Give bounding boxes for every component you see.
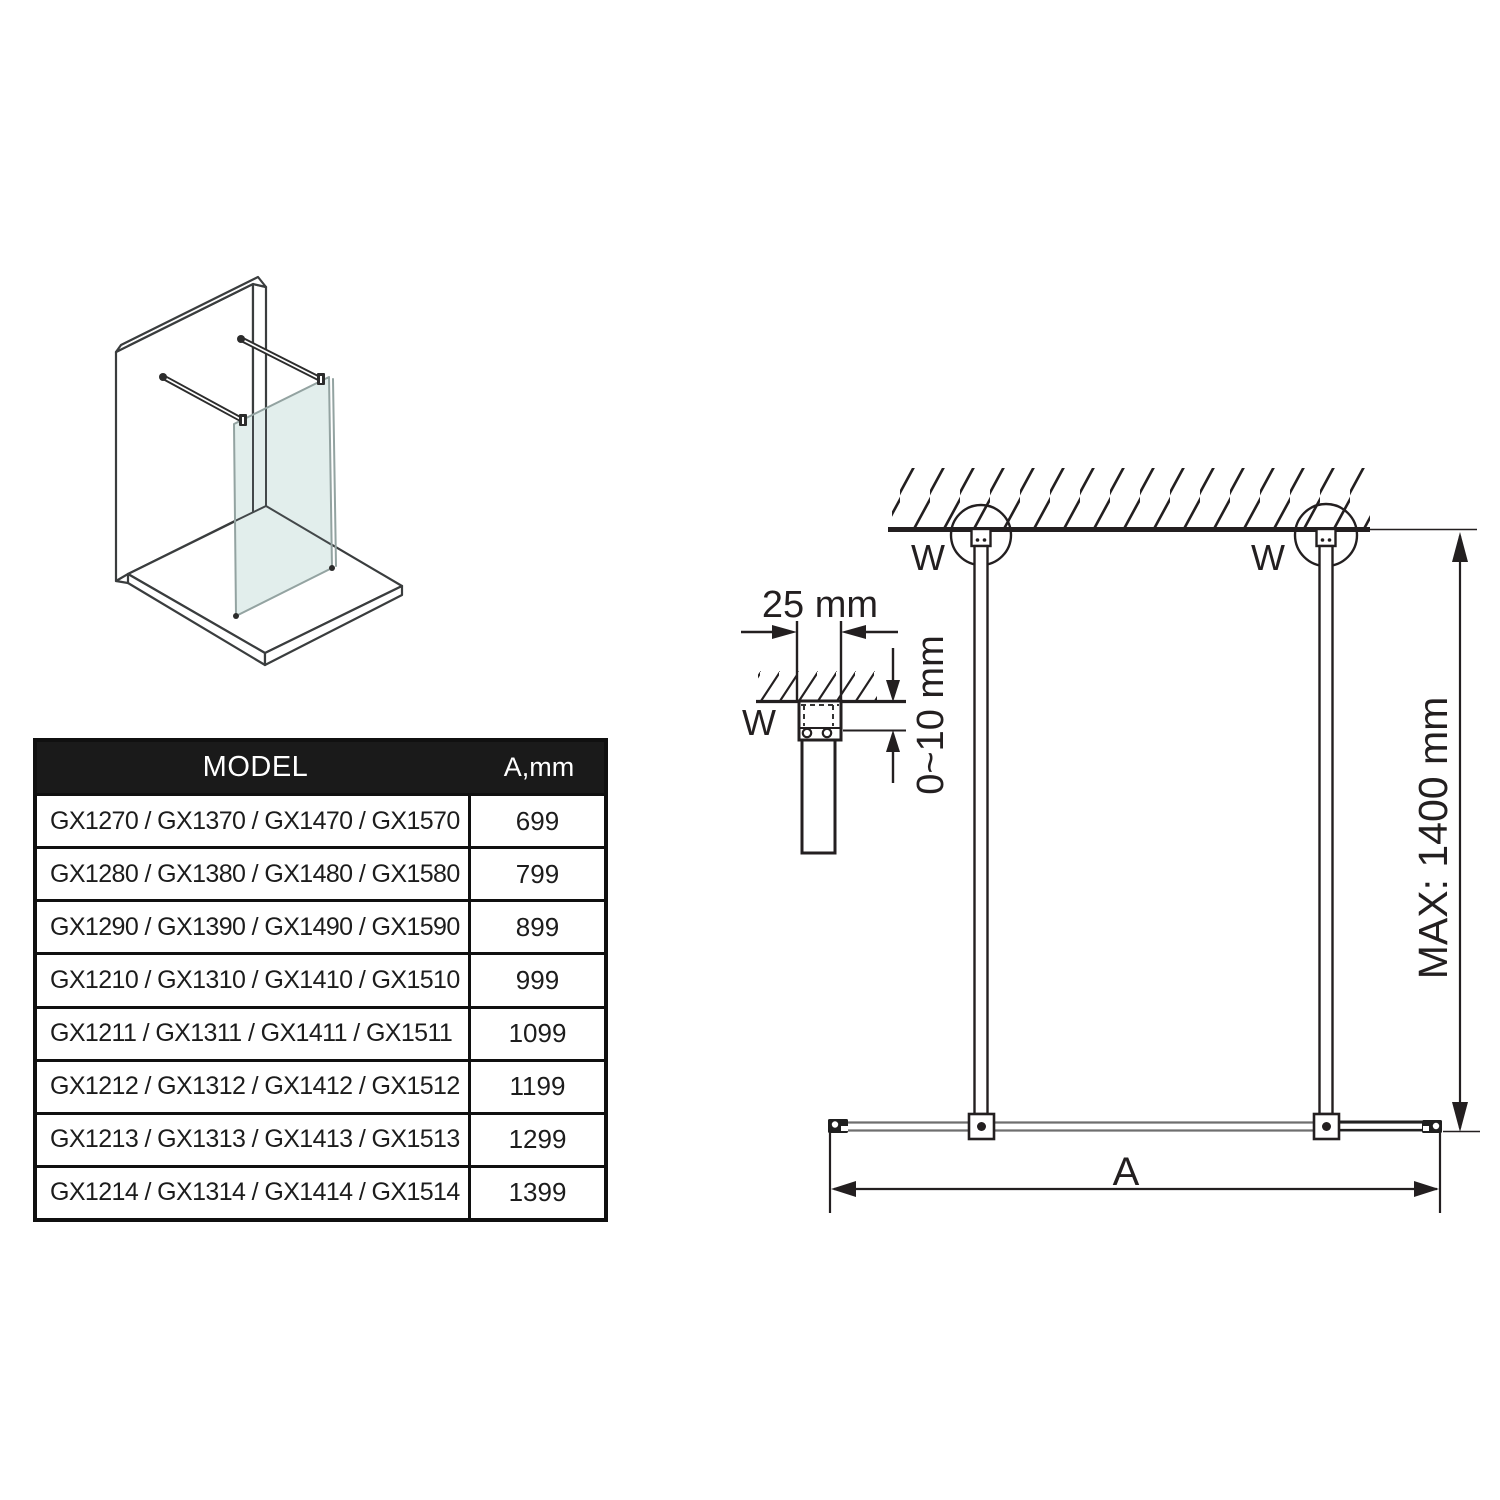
a-value-cell: 1399 — [508, 1177, 567, 1208]
dimension-max-label: MAX: 1400 mm — [1410, 696, 1456, 980]
a-value-cell: 799 — [515, 858, 560, 889]
model-cell: GX1212 / GX1312 / GX1412 / GX1512 — [37, 1062, 471, 1112]
detail-bracket — [799, 701, 841, 740]
model-cell: GX1213 / GX1313 / GX1413 / GX1513 — [37, 1115, 471, 1165]
wall-label-left: W — [911, 537, 945, 578]
detail-width-label: 25 mm — [761, 584, 879, 626]
wall-anchor-dot — [159, 373, 167, 381]
wall-label-right: W — [1251, 537, 1285, 578]
detail-wall-hatch — [758, 671, 877, 700]
a-value-cell: 1299 — [508, 1124, 567, 1155]
a-value-cell: 699 — [515, 805, 560, 836]
model-cell: GX1290 / GX1390 / GX1490 / GX1590 — [37, 902, 471, 952]
connector-left — [969, 1114, 994, 1139]
wall-bracket — [972, 529, 991, 546]
table-row — [37, 793, 604, 846]
glass-panel-plan — [828, 1114, 1442, 1139]
table-row — [37, 1006, 604, 1059]
left-support — [951, 505, 1011, 1114]
a-value-cell: 999 — [515, 964, 560, 995]
wall-bracket — [1317, 529, 1336, 546]
a-value-cell: 1199 — [509, 1071, 566, 1102]
detail-gap-label: 0~10 mm — [910, 635, 952, 795]
screw — [823, 729, 831, 737]
right-support — [1295, 504, 1357, 1114]
table-header-row — [37, 742, 604, 793]
table-row — [37, 899, 604, 952]
model-cell: GX1280 / GX1380 / GX1480 / GX1580 — [37, 849, 471, 899]
table-header-model: MODEL — [202, 751, 309, 783]
support-bar — [1320, 546, 1333, 1114]
table-row — [37, 1165, 604, 1218]
detail-gap-dimension — [843, 648, 906, 783]
model-cell: GX1211 / GX1311 / GX1411 / GX1511 — [37, 1009, 471, 1059]
table-header-a: A,mm — [503, 752, 575, 782]
isometric-view — [116, 277, 402, 665]
installation-diagram — [828, 468, 1480, 1213]
model-cell: GX1270 / GX1370 / GX1470 / GX1570 — [37, 796, 471, 846]
wall-anchor-dot — [237, 335, 245, 343]
dimension-A-label: A — [1112, 1150, 1140, 1194]
detail-wall-label: W — [742, 702, 776, 743]
a-value-cell: 1099 — [508, 1018, 567, 1049]
table-row — [37, 1112, 604, 1165]
screw — [803, 729, 811, 737]
a-value-cell: 899 — [515, 911, 560, 942]
table-row — [37, 846, 604, 899]
model-cell: GX1210 / GX1310 / GX1410 / GX1510 — [37, 955, 471, 1005]
detail-bar — [802, 740, 835, 853]
model-spec-table — [33, 738, 608, 1222]
mount-detail-view — [741, 584, 952, 853]
end-cap-left — [828, 1119, 848, 1133]
end-cap-right — [1422, 1120, 1442, 1133]
model-cell: GX1214 / GX1314 / GX1414 / GX1514 — [37, 1168, 471, 1218]
connector-right — [1314, 1114, 1339, 1139]
table-row — [37, 952, 604, 1005]
glass-corner-dot — [233, 613, 239, 619]
support-bar — [975, 546, 988, 1114]
table-row — [37, 1059, 604, 1112]
glass-corner-dot — [329, 565, 335, 571]
